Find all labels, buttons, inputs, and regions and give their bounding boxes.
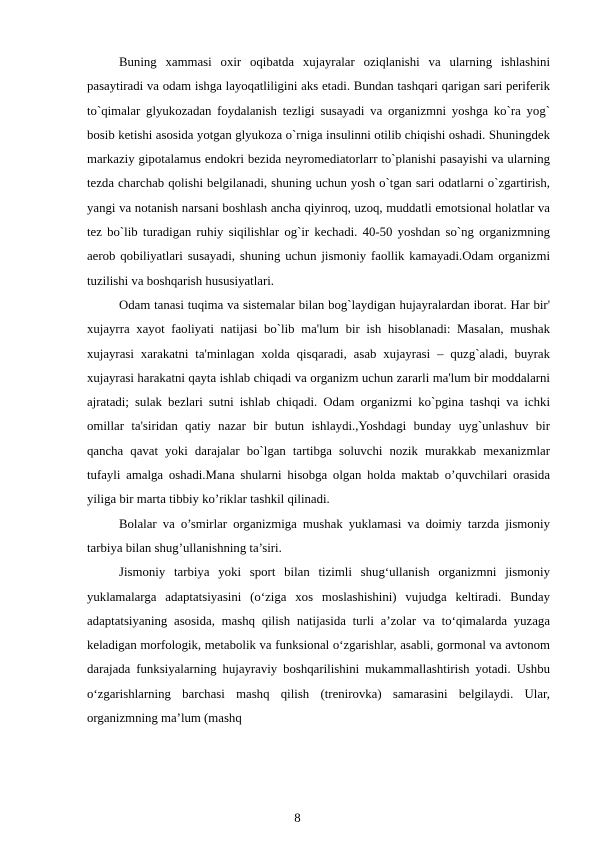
document-body [87, 50, 550, 730]
paragraph-section-heading: Bolalar va o’smirlar organizmiga mushak yuklamasi va doimiy tarzda jismoniy tarbiya bilan shug’ullanishning ta’siri. [87, 516, 550, 555]
paragraph-cell-function: Odam tanasi tuqima va sistemalar bilan bog`laydigan hujayralardan iborat. Har bir' xujayrra xayot faoliyati natijasi bo`lib ma'lum bir ish hisoblanadi: Masalan, mushak xujayrasi xarakatni ta'minlagan xolda qisqaradi, asab xujayrasi – quzg`aladi, buyrak xujayrasi harakatni qayta ishlab chiqadi va organizm uchun zararli ma'lum bir moddalarni ajratadi; sulak bezlari sutni ishlab chiqadi. Odam organizmi ko`pgina tashqi va ichki omillar ta'siridan qatiy nazar bir butun ishlaydi.,Yoshdagi bunday uyg`unlashuv bir qancha qavat yoki darajalar bo`lgan tartibga soluvchi nozik murakkab mexanizmlar tufayli amalga oshadi.Mana shularni hisobga olgan holda maktab o’quvchilari orasida yiliga bir marta tibbiy ko’riklar tashkil qilinadi. [87, 297, 550, 507]
page-number: 8 [294, 811, 301, 825]
paragraph-aging-metabolism: Buning xammasi oxir oqibatda xujayralar oziqlanishi va ularning ishlashini pasaytiradi va odam ishga layoqatliligini aks etadi. Bundan tashqari qarigan sari periferik to`qimalar glyukozadan foydalanish tezligi susayadi va organizmni yoshga ko`ra yog` bosib ketishi asosida yotgan glyukoza o`rniga insulinni otilib chiqishi oshadi. Shuningdek markaziy gipotalamus endokri bezida neyromediatorlarr to`planishi pasayishi va ularning tezda charchab qolishi belgilanadi, shuning uchun yosh o`tgan sari odatlarni o`zgartirish, yangi va notanish narsani boshlash ancha qiyinroq, uzoq, muddatli emotsional holatlar va tez bo`lib turadigan ruhiy siqilishlar og`ir kechadi. 40-50 yoshdan so`ng organizmning aerob qobiliyatlari susayadi, shuning uchun jismoniy faollik kamayadi.Odam organizmi tuzilishi va boshqarish hususiyatlari. [87, 55, 550, 288]
paragraph-physical-training: Jismoniy tarbiya yoki sport bilan tizimli shug‘ullanish organizmni jismoniy yuklamalarga adaptatsiyasini (o‘ziga xos moslashishini) vujudga keltiradi. Bunday adaptatsiyaning asosida, mashq qilish natijasida turli a’zolar va to‘qimalarda yuzaga keladigan morfologik, metabolik va funksional o‘zgarishlar, asabli, gormonal va avtonom darajada funksiyalarning hujayraviy boshqarilishini mukammallashtirish yotadi. Ushbu o‘zgarishlarning barchasi mashq qilish (trenirovka) samarasini belgilaydi. Ular, organizmning ma’lum (mashq [87, 565, 550, 726]
